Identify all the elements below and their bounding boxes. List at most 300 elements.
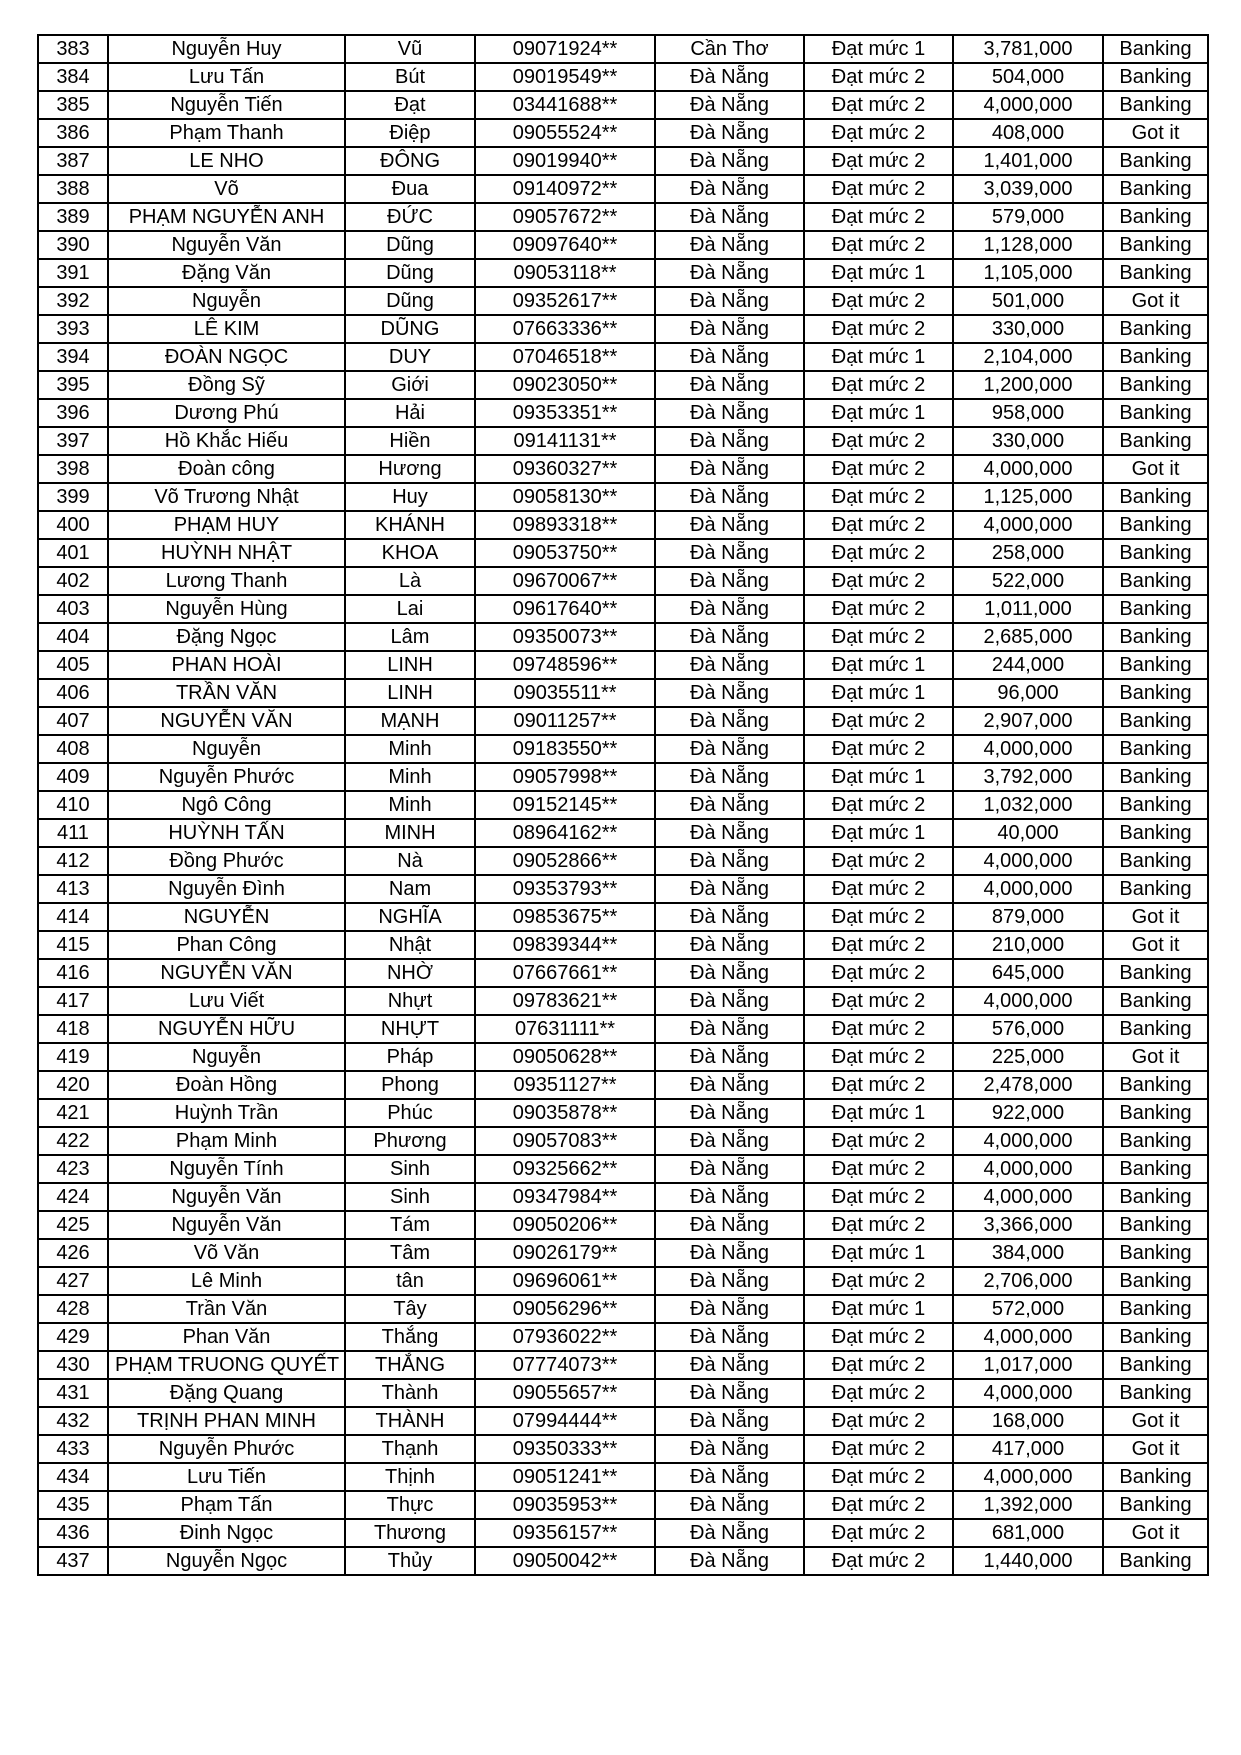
amount-cell: 4,000,000: [953, 1183, 1103, 1211]
surname-cell: Lê Minh: [108, 1267, 345, 1295]
city-cell: Đà Nẵng: [655, 679, 804, 707]
winners-table: [37, 34, 1209, 1576]
amount-cell: 4,000,000: [953, 1379, 1103, 1407]
payment-method-cell: Banking: [1103, 63, 1208, 91]
phone-cell: 07631111**: [475, 1015, 655, 1043]
surname-cell: LÊ KIM: [108, 315, 345, 343]
amount-cell: 2,706,000: [953, 1267, 1103, 1295]
table-row: [38, 931, 1208, 959]
surname-cell: PHẠM TRUONG QUYẾT: [108, 1351, 345, 1379]
phone-cell: 09183550**: [475, 735, 655, 763]
level-cell: Đạt mức 2: [804, 959, 953, 987]
amount-cell: 879,000: [953, 903, 1103, 931]
city-cell: Đà Nẵng: [655, 63, 804, 91]
phone-cell: 09352617**: [475, 287, 655, 315]
amount-cell: 40,000: [953, 819, 1103, 847]
city-cell: Đà Nẵng: [655, 567, 804, 595]
amount-cell: 4,000,000: [953, 1323, 1103, 1351]
surname-cell: Nguyễn Ngọc: [108, 1547, 345, 1575]
amount-cell: 3,039,000: [953, 175, 1103, 203]
city-cell: Đà Nẵng: [655, 539, 804, 567]
level-cell: Đạt mức 2: [804, 483, 953, 511]
payment-method-cell: Banking: [1103, 651, 1208, 679]
payment-method-cell: Banking: [1103, 539, 1208, 567]
given-name-cell: Thịnh: [345, 1463, 475, 1491]
table-row: [38, 147, 1208, 175]
payment-method-cell: Got it: [1103, 119, 1208, 147]
given-name-cell: Thạnh: [345, 1435, 475, 1463]
given-name-cell: Thủy: [345, 1547, 475, 1575]
city-cell: Đà Nẵng: [655, 959, 804, 987]
amount-cell: 1,128,000: [953, 231, 1103, 259]
row-number: 413: [38, 875, 108, 903]
level-cell: Đạt mức 2: [804, 511, 953, 539]
table-row: [38, 847, 1208, 875]
table-row: [38, 1267, 1208, 1295]
level-cell: Đạt mức 2: [804, 539, 953, 567]
payment-method-cell: Banking: [1103, 1351, 1208, 1379]
city-cell: Đà Nẵng: [655, 1211, 804, 1239]
city-cell: Đà Nẵng: [655, 1547, 804, 1575]
phone-cell: 09360327**: [475, 455, 655, 483]
payment-method-cell: Banking: [1103, 147, 1208, 175]
surname-cell: NGUYỄN VĂN: [108, 707, 345, 735]
level-cell: Đạt mức 2: [804, 1519, 953, 1547]
payment-method-cell: Banking: [1103, 1127, 1208, 1155]
phone-cell: 07667661**: [475, 959, 655, 987]
payment-method-cell: Got it: [1103, 1407, 1208, 1435]
table-row: [38, 1071, 1208, 1099]
row-number: 417: [38, 987, 108, 1015]
surname-cell: Đoàn Hồng: [108, 1071, 345, 1099]
amount-cell: 168,000: [953, 1407, 1103, 1435]
city-cell: Đà Nẵng: [655, 1379, 804, 1407]
given-name-cell: Dũng: [345, 259, 475, 287]
given-name-cell: Dũng: [345, 231, 475, 259]
row-number: 406: [38, 679, 108, 707]
amount-cell: 922,000: [953, 1099, 1103, 1127]
payment-method-cell: Banking: [1103, 875, 1208, 903]
surname-cell: Đoàn công: [108, 455, 345, 483]
amount-cell: 4,000,000: [953, 1463, 1103, 1491]
level-cell: Đạt mức 2: [804, 623, 953, 651]
payment-method-cell: Banking: [1103, 175, 1208, 203]
table-row: [38, 1211, 1208, 1239]
surname-cell: Phạm Tấn: [108, 1491, 345, 1519]
row-number: 388: [38, 175, 108, 203]
given-name-cell: LINH: [345, 679, 475, 707]
surname-cell: Lưu Tiến: [108, 1463, 345, 1491]
city-cell: Đà Nẵng: [655, 1239, 804, 1267]
city-cell: Đà Nẵng: [655, 1407, 804, 1435]
city-cell: Đà Nẵng: [655, 651, 804, 679]
row-number: 420: [38, 1071, 108, 1099]
surname-cell: Đinh Ngọc: [108, 1519, 345, 1547]
phone-cell: 09839344**: [475, 931, 655, 959]
table-row: [38, 1435, 1208, 1463]
table-row: [38, 175, 1208, 203]
amount-cell: 2,685,000: [953, 623, 1103, 651]
surname-cell: Nguyễn Đình: [108, 875, 345, 903]
surname-cell: Võ Trương Nhật: [108, 483, 345, 511]
payment-method-cell: Banking: [1103, 427, 1208, 455]
row-number: 432: [38, 1407, 108, 1435]
given-name-cell: Minh: [345, 791, 475, 819]
surname-cell: Nguyễn Tiến: [108, 91, 345, 119]
row-number: 425: [38, 1211, 108, 1239]
phone-cell: 09035511**: [475, 679, 655, 707]
city-cell: Đà Nẵng: [655, 1295, 804, 1323]
payment-method-cell: Banking: [1103, 567, 1208, 595]
row-number: 418: [38, 1015, 108, 1043]
given-name-cell: tân: [345, 1267, 475, 1295]
row-number: 415: [38, 931, 108, 959]
table-row: [38, 987, 1208, 1015]
level-cell: Đạt mức 1: [804, 679, 953, 707]
row-number: 386: [38, 119, 108, 147]
city-cell: Đà Nẵng: [655, 315, 804, 343]
city-cell: Đà Nẵng: [655, 1099, 804, 1127]
given-name-cell: Dũng: [345, 287, 475, 315]
row-number: 383: [38, 35, 108, 63]
city-cell: Đà Nẵng: [655, 707, 804, 735]
phone-cell: 09350073**: [475, 623, 655, 651]
amount-cell: 258,000: [953, 539, 1103, 567]
payment-method-cell: Banking: [1103, 1239, 1208, 1267]
phone-cell: 09035878**: [475, 1099, 655, 1127]
phone-cell: 07046518**: [475, 343, 655, 371]
table-row: [38, 231, 1208, 259]
given-name-cell: Nà: [345, 847, 475, 875]
row-number: 419: [38, 1043, 108, 1071]
given-name-cell: Hương: [345, 455, 475, 483]
amount-cell: 4,000,000: [953, 1127, 1103, 1155]
city-cell: Đà Nẵng: [655, 343, 804, 371]
table-row: [38, 651, 1208, 679]
payment-method-cell: Banking: [1103, 259, 1208, 287]
given-name-cell: Phương: [345, 1127, 475, 1155]
row-number: 393: [38, 315, 108, 343]
row-number: 430: [38, 1351, 108, 1379]
level-cell: Đạt mức 2: [804, 231, 953, 259]
given-name-cell: Thực: [345, 1491, 475, 1519]
row-number: 437: [38, 1547, 108, 1575]
table-row: [38, 35, 1208, 63]
phone-cell: 09019549**: [475, 63, 655, 91]
given-name-cell: Nhật: [345, 931, 475, 959]
payment-method-cell: Banking: [1103, 791, 1208, 819]
amount-cell: 1,105,000: [953, 259, 1103, 287]
table-row: [38, 63, 1208, 91]
phone-cell: 09140972**: [475, 175, 655, 203]
level-cell: Đạt mức 2: [804, 847, 953, 875]
given-name-cell: Tám: [345, 1211, 475, 1239]
table-row: [38, 679, 1208, 707]
row-number: 387: [38, 147, 108, 175]
phone-cell: 09053118**: [475, 259, 655, 287]
row-number: 394: [38, 343, 108, 371]
level-cell: Đạt mức 2: [804, 1211, 953, 1239]
table-row: [38, 903, 1208, 931]
payment-method-cell: Got it: [1103, 1435, 1208, 1463]
amount-cell: 1,125,000: [953, 483, 1103, 511]
city-cell: Đà Nẵng: [655, 1323, 804, 1351]
payment-method-cell: Banking: [1103, 371, 1208, 399]
table-row: [38, 1295, 1208, 1323]
level-cell: Đạt mức 2: [804, 707, 953, 735]
surname-cell: PHẠM HUY: [108, 511, 345, 539]
given-name-cell: Thương: [345, 1519, 475, 1547]
phone-cell: 09026179**: [475, 1239, 655, 1267]
level-cell: Đạt mức 2: [804, 1183, 953, 1211]
table-row: [38, 1183, 1208, 1211]
table-row: [38, 959, 1208, 987]
surname-cell: Đặng Ngọc: [108, 623, 345, 651]
row-number: 411: [38, 819, 108, 847]
phone-cell: 07936022**: [475, 1323, 655, 1351]
surname-cell: Huỳnh Trần: [108, 1099, 345, 1127]
city-cell: Đà Nẵng: [655, 819, 804, 847]
phone-cell: 09057998**: [475, 763, 655, 791]
row-number: 385: [38, 91, 108, 119]
table-row: [38, 1351, 1208, 1379]
row-number: 397: [38, 427, 108, 455]
city-cell: Đà Nẵng: [655, 1519, 804, 1547]
city-cell: Đà Nẵng: [655, 1071, 804, 1099]
table-body: [38, 35, 1208, 1575]
amount-cell: 1,440,000: [953, 1547, 1103, 1575]
payment-method-cell: Banking: [1103, 959, 1208, 987]
level-cell: Đạt mức 2: [804, 175, 953, 203]
phone-cell: 09055657**: [475, 1379, 655, 1407]
given-name-cell: Bút: [345, 63, 475, 91]
given-name-cell: Thắng: [345, 1323, 475, 1351]
phone-cell: 09023050**: [475, 371, 655, 399]
city-cell: Đà Nẵng: [655, 427, 804, 455]
phone-cell: 09670067**: [475, 567, 655, 595]
level-cell: Đạt mức 2: [804, 371, 953, 399]
surname-cell: Phạm Thanh: [108, 119, 345, 147]
row-number: 410: [38, 791, 108, 819]
phone-cell: 09853675**: [475, 903, 655, 931]
phone-cell: 09050206**: [475, 1211, 655, 1239]
level-cell: Đạt mức 2: [804, 791, 953, 819]
payment-method-cell: Banking: [1103, 399, 1208, 427]
amount-cell: 1,401,000: [953, 147, 1103, 175]
table-row: [38, 455, 1208, 483]
city-cell: Đà Nẵng: [655, 511, 804, 539]
payment-method-cell: Got it: [1103, 931, 1208, 959]
phone-cell: 09351127**: [475, 1071, 655, 1099]
surname-cell: Nguyễn Văn: [108, 231, 345, 259]
level-cell: Đạt mức 2: [804, 63, 953, 91]
surname-cell: Nguyễn: [108, 735, 345, 763]
level-cell: Đạt mức 2: [804, 203, 953, 231]
given-name-cell: NHỰT: [345, 1015, 475, 1043]
given-name-cell: DŨNG: [345, 315, 475, 343]
level-cell: Đạt mức 2: [804, 1351, 953, 1379]
amount-cell: 958,000: [953, 399, 1103, 427]
table-row: [38, 1127, 1208, 1155]
phone-cell: 09051241**: [475, 1463, 655, 1491]
payment-method-cell: Got it: [1103, 455, 1208, 483]
surname-cell: NGUYỄN VĂN: [108, 959, 345, 987]
amount-cell: 4,000,000: [953, 91, 1103, 119]
table-row: [38, 595, 1208, 623]
given-name-cell: Lai: [345, 595, 475, 623]
amount-cell: 572,000: [953, 1295, 1103, 1323]
amount-cell: 330,000: [953, 315, 1103, 343]
surname-cell: Trần Văn: [108, 1295, 345, 1323]
amount-cell: 1,392,000: [953, 1491, 1103, 1519]
surname-cell: Nguyễn Hùng: [108, 595, 345, 623]
given-name-cell: ĐÔNG: [345, 147, 475, 175]
city-cell: Đà Nẵng: [655, 1267, 804, 1295]
city-cell: Đà Nẵng: [655, 147, 804, 175]
payment-method-cell: Banking: [1103, 707, 1208, 735]
city-cell: Đà Nẵng: [655, 1127, 804, 1155]
given-name-cell: Thành: [345, 1379, 475, 1407]
payment-method-cell: Banking: [1103, 483, 1208, 511]
row-number: 407: [38, 707, 108, 735]
given-name-cell: Giới: [345, 371, 475, 399]
phone-cell: 09057083**: [475, 1127, 655, 1155]
level-cell: Đạt mức 1: [804, 1099, 953, 1127]
payment-method-cell: Banking: [1103, 91, 1208, 119]
surname-cell: Lưu Viết: [108, 987, 345, 1015]
row-number: 423: [38, 1155, 108, 1183]
surname-cell: LE NHO: [108, 147, 345, 175]
table-row: [38, 1099, 1208, 1127]
row-number: 426: [38, 1239, 108, 1267]
city-cell: Đà Nẵng: [655, 903, 804, 931]
row-number: 433: [38, 1435, 108, 1463]
phone-cell: 07774073**: [475, 1351, 655, 1379]
surname-cell: Nguyễn Văn: [108, 1183, 345, 1211]
table-row: [38, 1491, 1208, 1519]
table-row: [38, 735, 1208, 763]
surname-cell: HUỲNH TẤN: [108, 819, 345, 847]
level-cell: Đạt mức 2: [804, 1435, 953, 1463]
surname-cell: Võ Văn: [108, 1239, 345, 1267]
payment-method-cell: Banking: [1103, 1295, 1208, 1323]
level-cell: Đạt mức 2: [804, 1267, 953, 1295]
payment-method-cell: Banking: [1103, 1547, 1208, 1575]
payment-method-cell: Banking: [1103, 1155, 1208, 1183]
city-cell: Đà Nẵng: [655, 231, 804, 259]
phone-cell: 09152145**: [475, 791, 655, 819]
payment-method-cell: Banking: [1103, 735, 1208, 763]
payment-method-cell: Banking: [1103, 1211, 1208, 1239]
surname-cell: TRẦN VĂN: [108, 679, 345, 707]
amount-cell: 417,000: [953, 1435, 1103, 1463]
row-number: 427: [38, 1267, 108, 1295]
row-number: 416: [38, 959, 108, 987]
row-number: 396: [38, 399, 108, 427]
phone-cell: 09050628**: [475, 1043, 655, 1071]
city-cell: Đà Nẵng: [655, 847, 804, 875]
payment-method-cell: Banking: [1103, 1071, 1208, 1099]
row-number: 402: [38, 567, 108, 595]
table-row: [38, 259, 1208, 287]
surname-cell: Nguyễn Văn: [108, 1211, 345, 1239]
phone-cell: 09052866**: [475, 847, 655, 875]
city-cell: Đà Nẵng: [655, 203, 804, 231]
surname-cell: Đồng Sỹ: [108, 371, 345, 399]
row-number: 436: [38, 1519, 108, 1547]
table-row: [38, 875, 1208, 903]
level-cell: Đạt mức 2: [804, 455, 953, 483]
table-row: [38, 483, 1208, 511]
level-cell: Đạt mức 2: [804, 735, 953, 763]
amount-cell: 504,000: [953, 63, 1103, 91]
phone-cell: 09696061**: [475, 1267, 655, 1295]
row-number: 428: [38, 1295, 108, 1323]
payment-method-cell: Banking: [1103, 1463, 1208, 1491]
given-name-cell: Tâm: [345, 1239, 475, 1267]
level-cell: Đạt mức 2: [804, 287, 953, 315]
level-cell: Đạt mức 2: [804, 1463, 953, 1491]
phone-cell: 09057672**: [475, 203, 655, 231]
level-cell: Đạt mức 2: [804, 1407, 953, 1435]
payment-method-cell: Banking: [1103, 1015, 1208, 1043]
table-row: [38, 707, 1208, 735]
phone-cell: 09347984**: [475, 1183, 655, 1211]
payment-method-cell: Banking: [1103, 847, 1208, 875]
row-number: 395: [38, 371, 108, 399]
row-number: 424: [38, 1183, 108, 1211]
level-cell: Đạt mức 2: [804, 987, 953, 1015]
city-cell: Đà Nẵng: [655, 1435, 804, 1463]
level-cell: Đạt mức 2: [804, 315, 953, 343]
amount-cell: 3,792,000: [953, 763, 1103, 791]
payment-method-cell: Banking: [1103, 1379, 1208, 1407]
surname-cell: Phan Văn: [108, 1323, 345, 1351]
phone-cell: 09893318**: [475, 511, 655, 539]
given-name-cell: Tây: [345, 1295, 475, 1323]
given-name-cell: Hiền: [345, 427, 475, 455]
city-cell: Đà Nẵng: [655, 371, 804, 399]
level-cell: Đạt mức 2: [804, 1015, 953, 1043]
phone-cell: 09011257**: [475, 707, 655, 735]
level-cell: Đạt mức 2: [804, 1547, 953, 1575]
given-name-cell: Là: [345, 567, 475, 595]
row-number: 431: [38, 1379, 108, 1407]
row-number: 384: [38, 63, 108, 91]
row-number: 389: [38, 203, 108, 231]
level-cell: Đạt mức 1: [804, 1239, 953, 1267]
payment-method-cell: Banking: [1103, 203, 1208, 231]
table-row: [38, 819, 1208, 847]
phone-cell: 09055524**: [475, 119, 655, 147]
phone-cell: 09019940**: [475, 147, 655, 175]
city-cell: Đà Nẵng: [655, 875, 804, 903]
level-cell: Đạt mức 1: [804, 819, 953, 847]
given-name-cell: Lâm: [345, 623, 475, 651]
table-row: [38, 567, 1208, 595]
amount-cell: 522,000: [953, 567, 1103, 595]
row-number: 434: [38, 1463, 108, 1491]
table-row: [38, 203, 1208, 231]
phone-cell: 09356157**: [475, 1519, 655, 1547]
surname-cell: NGUYỄN HỮU: [108, 1015, 345, 1043]
amount-cell: 1,017,000: [953, 1351, 1103, 1379]
amount-cell: 579,000: [953, 203, 1103, 231]
level-cell: Đạt mức 2: [804, 427, 953, 455]
city-cell: Đà Nẵng: [655, 735, 804, 763]
city-cell: Đà Nẵng: [655, 483, 804, 511]
payment-method-cell: Banking: [1103, 595, 1208, 623]
